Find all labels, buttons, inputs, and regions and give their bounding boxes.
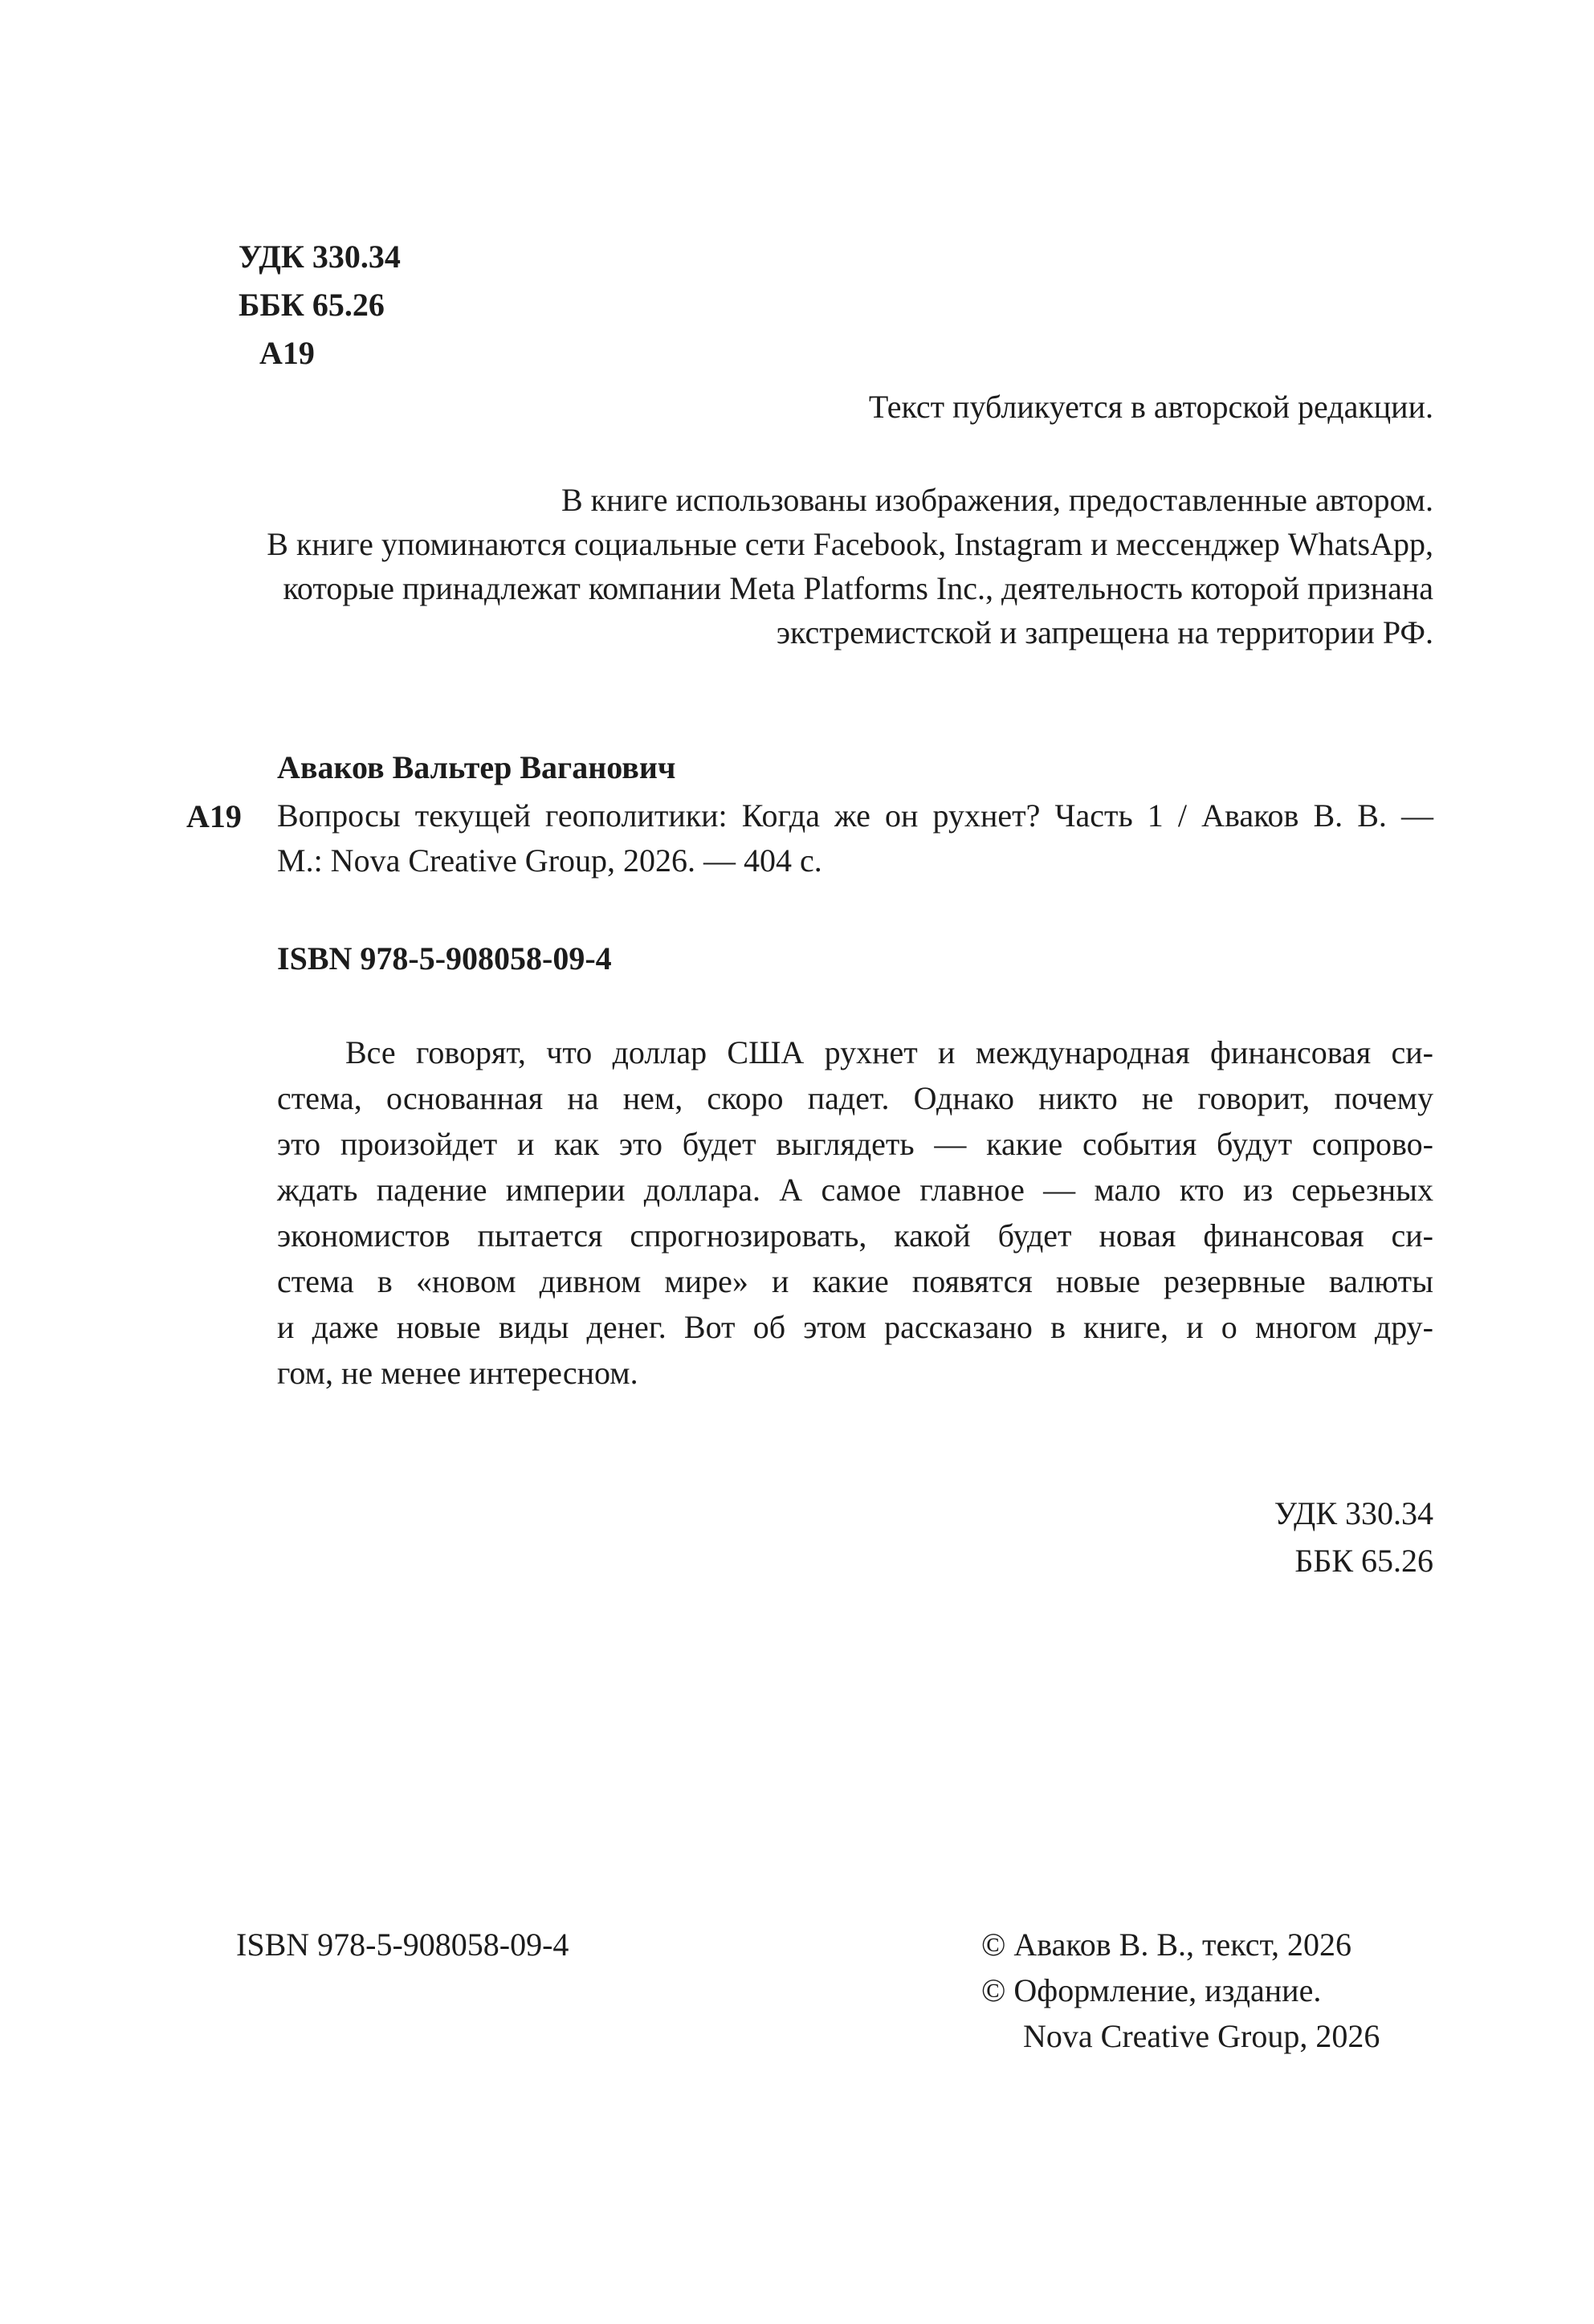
meta-disclaimer <box>267 478 1433 654</box>
copyright-line: © Оформление, издание. <box>981 1972 1322 2008</box>
classification-codes-top <box>238 233 401 377</box>
udk-code-top: УДК 330.34 <box>238 239 401 275</box>
bibliographic-entry-line: М.: Nova Creative Group, 2026. — 404 с. <box>277 842 822 879</box>
card-author-name: Аваков Вальтер Ваганович <box>277 749 676 785</box>
meta-disclaimer-line: В книге использованы изображения, предоставленные автором. <box>561 482 1433 518</box>
copyright-line: Nova Creative Group, 2026 <box>1023 2018 1380 2054</box>
annotation-line: стема, основанная на нем, скоро падет. Однако никто не говорит, почему <box>277 1080 1433 1116</box>
editorial-note: Текст публикуется в авторской редакции. <box>868 389 1433 425</box>
udk-code-bottom: УДК 330.34 <box>1274 1495 1433 1531</box>
meta-disclaimer-line: экстремистской и запрещена на территории РФ. <box>776 614 1433 650</box>
annotation-line: Все говорят, что доллар США рухнет и международная финансовая си- <box>345 1034 1433 1070</box>
annotation-line: ждать падение империи доллара. А самое главное — мало кто из серьезных <box>277 1172 1433 1208</box>
copyright-line: © Аваков В. В., текст, 2026 <box>981 1926 1351 1963</box>
author-sign-card: А19 <box>186 798 242 834</box>
meta-disclaimer-line: В книге упоминаются социальные сети Facebook, Instagram и мессенджер WhatsApp, <box>267 526 1433 562</box>
bbk-code-bottom: ББК 65.26 <box>1294 1543 1433 1579</box>
classification-codes-bottom <box>1274 1490 1433 1584</box>
bbk-code-top: ББК 65.26 <box>238 287 385 323</box>
meta-disclaimer-line: которые принадлежат компании Meta Platforms Inc., деятельность которой признана <box>283 570 1433 606</box>
copyright-block <box>981 1922 1380 2059</box>
annotation-line: и даже новые виды денег. Вот об этом рассказано в книге, и о многом дру- <box>277 1309 1433 1345</box>
bibliographic-entry-line: Вопросы текущей геополитики: Когда же он рухнет? Часть 1 / Аваков В. В. — <box>277 797 1433 834</box>
isbn-footer: ISBN 978-5-908058-09-4 <box>236 1926 569 1963</box>
annotation-line: гом, не менее интересном. <box>277 1355 638 1391</box>
annotation-line: экономистов пытается спрогнозировать, какой будет новая финансовая си- <box>277 1217 1433 1254</box>
bibliographic-entry <box>277 793 1433 883</box>
annotation-line: это произойдет и как это будет выглядеть — какие события будут сопрово- <box>277 1126 1433 1162</box>
author-sign-top: А19 <box>259 335 315 371</box>
isbn-card: ISBN 978-5-908058-09-4 <box>277 940 612 976</box>
annotation-line: стема в «новом дивном мире» и какие появятся новые резервные валюты <box>277 1263 1433 1299</box>
annotation-paragraph <box>277 1029 1433 1396</box>
